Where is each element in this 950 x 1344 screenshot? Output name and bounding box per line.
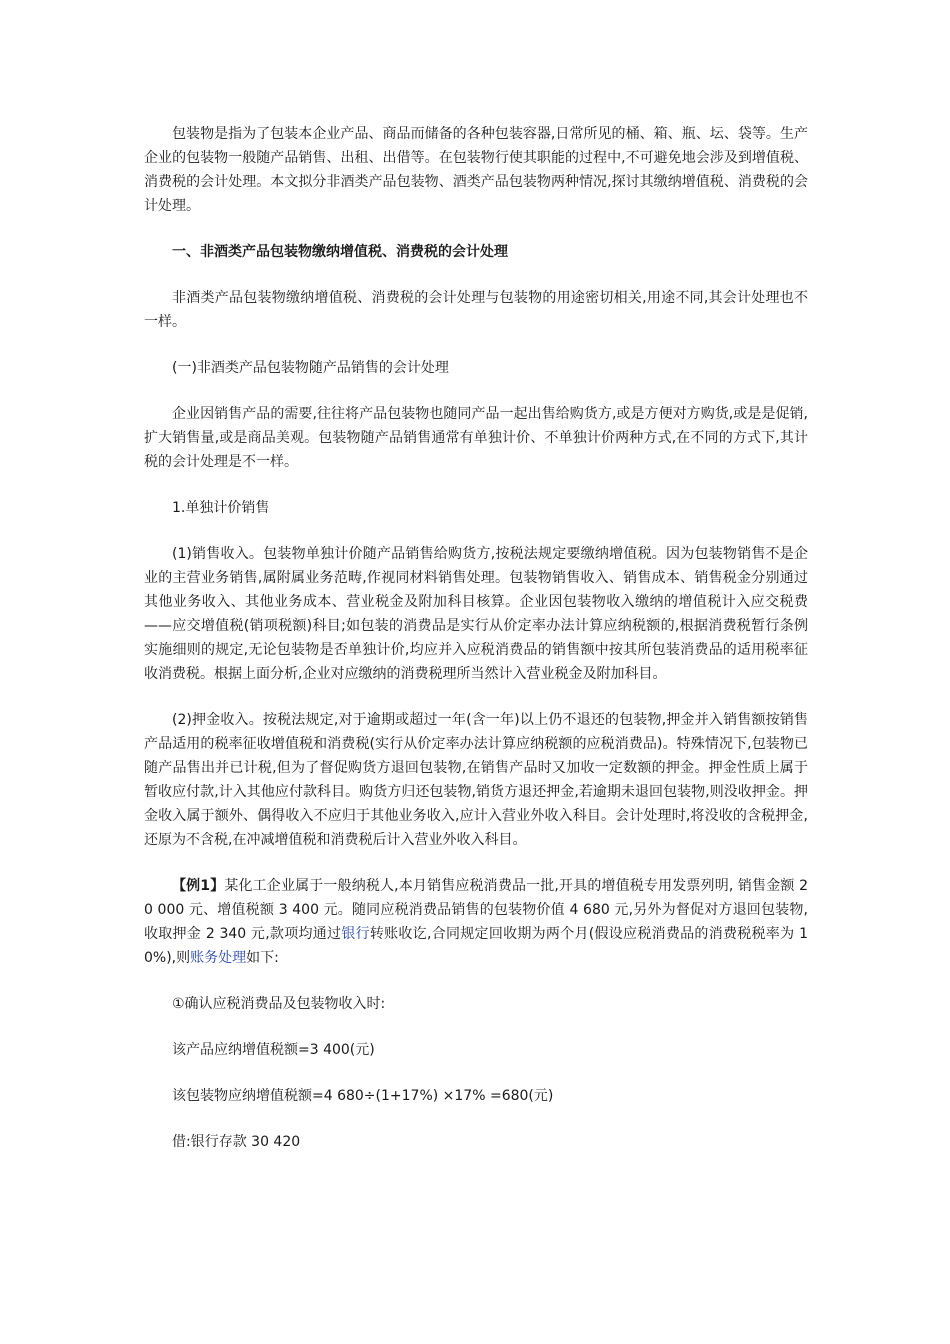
step-1: ①确认应税消费品及包装物收入时:: [172, 996, 386, 1012]
document-body: [144, 122, 808, 1176]
sales-income-paragraph: (1)销售收入。包装物单独计价随产品销售给购货方,按税法规定要缴纳增值税。因为包装物销售不是企业的主营业务销售,属附属业务范畴,作视同材料销售处理。包装物销售收入、销售成本、销售税金分别通过其他业务收入、其他业务成本、营业税金及附加科目核算。企业因包装物收入缴纳的增值税计入应交税费——应交增值税(销项税额)科目;如包装的消费品是实行从价定率办法计算应纳税额的,根据消费税暂行条例实施细则的规定,无论包装物是否单独计价,均应并入应税消费品的销售额中按其所包装消费品的适用税率征收消费税。根据上面分析,企业对应缴纳的消费税理所当然计入营业税金及附加科目。: [144, 546, 808, 682]
example-label: 【例1】: [172, 878, 225, 894]
deposit-income-paragraph: (2)押金收入。按税法规定,对于逾期或超过一年(含一年)以上仍不退还的包装物,押金并入销售额按销售产品适用的税率征收增值税和消费税(实行从价定率办法计算应纳税额的应税消费品)。特殊情况下,包装物已随产品售出并已计税,但为了督促购货方退回包装物,在销售产品时又加收一定数额的押金。押金性质上属于暂收应付款,计入其他应付款科目。购货方归还包装物,销货方退还押金,若逾期未退回包装物,则没收押金。押金收入属于额外、偶得收入不应归于其他业务收入,应计入营业外收入科目。会计处理时,将没收的含税押金,还原为不含税,在冲减增值税和消费税后计入营业外收入科目。: [144, 712, 808, 848]
journal-entry-1: 借:银行存款 30 420: [172, 1134, 301, 1150]
section1-paragraph: 非酒类产品包装物缴纳增值税、消费税的会计处理与包装物的用途密切相关,用途不同,其会计处理也不一样。: [144, 290, 808, 330]
bank-link[interactable]: 银行: [341, 926, 370, 942]
example-text-1: 某化工企业属于一般纳税人,本月销售应税消费品一批,开具的增值税专用发票列明, 销售金额 20 000 元、增值税额 3 400 元。随同应税消费品销售的包装物价值 4 680 元,另外为督促对方退回包装物,收取押金 2 340 元,款项均通过: [144, 878, 809, 942]
subsection1-paragraph: 企业因销售产品的需要,往往将产品包装物也随同产品一起出售给购货方,或是方便对方购货,或是是促销,扩大销售量,或是商品美观。包装物随产品销售通常有单独计价、不单独计价两种方式,在不同的方式下,其计税的会计处理是不一样。: [144, 406, 808, 470]
intro-paragraph: 包装物是指为了包装本企业产品、商品而储备的各种包装容器,日常所见的桶、箱、瓶、坛、袋等。生产企业的包装物一般随产品销售、出租、出借等。在包装物行使其职能的过程中,不可避免地会涉及到增值税、消费税的会计处理。本文拟分非酒类产品包装物、酒类产品包装物两种情况,探讨其缴纳增值税、消费税的会计处理。: [144, 126, 808, 214]
item-heading-1: 1.单独计价销售: [172, 500, 270, 516]
example-paragraph: [144, 874, 808, 970]
subsection-heading-1: (一)非酒类产品包装物随产品销售的会计处理: [172, 360, 449, 376]
example-text-3: 如下:: [246, 950, 279, 966]
calculation-1: 该产品应纳增值税额=3 400(元): [172, 1042, 375, 1058]
calculation-2: 该包装物应纳增值税额=4 680÷(1+17%) ×17% =680(元): [172, 1088, 554, 1104]
accounting-link[interactable]: 账务处理: [190, 950, 247, 966]
section-heading-1: 一、非酒类产品包装物缴纳增值税、消费税的会计处理: [172, 244, 508, 260]
example-text-2: 转账收讫,合同规定回收期为两个月(假设应税消费品的消费税税率为 10%),则: [144, 926, 808, 966]
